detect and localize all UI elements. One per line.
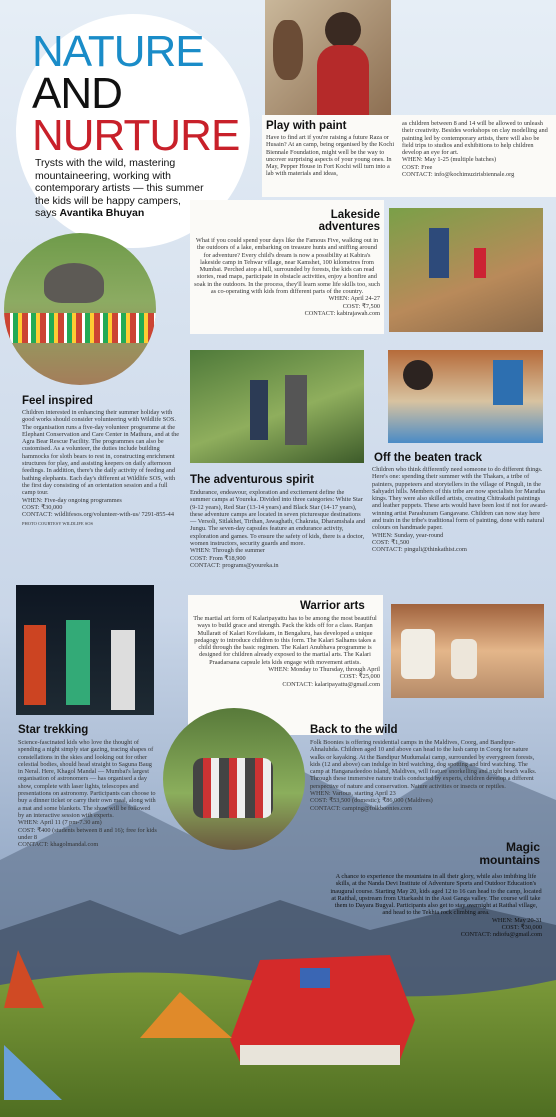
adventurous-block [190,489,366,569]
lakeside-cost: COST: ₹7,500 [342,302,380,310]
stargazing-photo [16,585,154,715]
offbeat-when: WHEN: Sunday, year-round [372,531,444,539]
title-nature: NATURE [32,27,204,76]
magic-text: A chance to experience the mountains in all their glory, while also imbibing life skills, at the Nanda Devi Institute of Adventure Sports and Outdoor Education's inaugural course. Starting May 20, kids aged 12 to 16 can head to the camp, located at Raithal, upstream from Uttarkashi in the Assi Ganga valley. The course will take them to Dayara Bugyal. Participants also get to stay overnight at Raithal village, and head to the Tekhia rock climbing area. [330,873,542,917]
adventurous-cost: COST: From ₹18,900 [190,554,246,562]
intro-author: Avantika Bhuyan [59,207,145,219]
feel-block [22,409,182,528]
magic-block [330,873,542,939]
magic-heading-2: mountains [479,853,540,867]
back-heading: Back to the wild [310,724,398,736]
play-cost: COST: Free [402,163,433,171]
adventurous-heading: The adventurous spirit [190,474,314,486]
adventurous-text: Endurance, endeavour, exploration and excitement define the summer camps at Youreka. Divided into three categories: White Star (9-12 years), Red Star (13-14 years) and Black Star (14-17 years), these adventure camps are located in seven picturesque destinations — Versoli, Sitlakhet, Tirthan, Jawaghath, Chakrata, Dharamshala and Jungu. The seven-day capsules feature an endurance activity, exploration and games. To ensure the safety of kids, there is a doctor, women instructors, security guards and more. [190,489,366,548]
back-when: WHEN: Various, starting April 23 [310,790,396,798]
blue-tent-shape [4,1040,64,1100]
left-tent-shape [4,950,44,1010]
climbing-photo [389,208,543,332]
lakeside-text: What if you could spend your days like the Famous Five, walking out in the outdoors of a lake, embarking on treasure hunts and sniffing around for adventure? Every child's dream is now a possibility at Kabira's lakeside camp in Tehwar village, near Kamshet, 100 kilometres from Mumbai. Perched atop a hill, surrounded by forests, the kids can read stories, read maps, participate in obstacle activities, enjoy a bonfire and soak in the outdoors. In the process, they'll learn some life skills too, such as co-operating with kids from different parts of the country. [194,237,380,296]
offbeat-cost: COST: ₹1,500 [372,538,410,546]
adventurous-when: WHEN: Through the summer [190,547,265,555]
tent-blue [4,1040,64,1100]
warrior-when: WHEN: Monday to Thursday, through April [268,666,380,674]
trekkers-photo [190,350,364,463]
lakeside-text-block [194,237,380,317]
back-block [310,739,540,812]
back-cost: COST: ₹53,500 (domestic); ₹86,000 (Maldives) [310,797,433,805]
painting-photo [388,350,543,443]
offbeat-block [372,466,548,554]
feel-when: WHEN: Five-day ongoing programmes [22,496,122,504]
magic-when: WHEN: May 20-31 [491,916,542,924]
intro-text [35,157,205,220]
offbeat-text: Children who think differently need someone to do different things. Here's one: spending their summer with the Thakars, a tribe of painters, puppeteers and storytellers in the village of Pinguli, in the Sahyadri hills. Members of this tribe are now specialists for Maratha kings. They were also skilled artists, creating Chitrakathi paintings and leather puppets. These arts would have been lost if not for award-winning artist Parashuram Gangavane. Children can now stay here and train in the tribe's traditional form of painting, done with natural colours on handmade paper. [372,466,548,532]
star-text: Science-fascinated kids who love the thought of spending a night simply star gazing, tracing shapes of constellations in the skies and looking out for other celestial bodies, should head straight to Saguna Baug in Neral. Here, Khagol Mandal — Mumbai's largest organisation of astronomers — has organised a day show, complete with laser lights, telescopes and presentations on astronomy. Participants can choose to buy a dinner ticket or carry their own meal, along with a mat and some blankets. The show will be followed by an interactive session with experts. [18,739,156,819]
star-block [18,739,158,848]
magic-contact: CONTACT: ndiofu@gmail.com [460,931,542,939]
star-cost: COST: ₹400 (students between 8 and 16); free for kids under 8 [18,826,157,841]
title-nurture: NURTURE [32,111,240,160]
warrior-block [190,615,380,688]
magic-heading-1: Magic [505,840,540,854]
play-contact: CONTACT: info@kochimuzirisbiennale.org [402,171,515,179]
intro-body: Trysts with the wild, mastering mountaineering, working with contemporary artists — this summer the kids will be happy campers, says [35,157,204,219]
warrior-cost: COST: ₹25,000 [339,673,380,681]
elephant-photo [4,233,156,385]
wildlife-walk-photo [163,708,305,850]
feel-credit: PHOTO COURTESY WILDLIFE SOS [22,521,94,527]
star-when: WHEN: April 11 (7 pm-7.30 am) [18,819,102,827]
lakeside-heading: Lakeside adventures [318,209,380,233]
play-col1-text: Have to find art if you're raising a future Raza or Husain? At an camp, being organised by the Kochi Biennale Foundation, might well be the way to uncover surprising aspects of your young ones. In May, Pepper House in Fort Kochi will turn into a lab with materials and ideas, [266,134,395,178]
feel-text: Children interested in enhancing their summer holiday with good works should consider volunteering with Wildlife SOS. The organisation runs a five-day volunteer programme at the Elephant Conservation and Care Center in Mathura, and at the Agra Bear Rescue Facility. The programmes can also be customised. As a volunteer, the duties include building hammocks for sloth bears to rest in, constructing enrichment structures for play, and assisting keepers on daily afternoon feedings. In addition, there's the daily activity of feeding and bathing elephants. Each day's different at Wildlife SOS, with the first day consisting of an orientation session and a full camp tour. [22,409,180,497]
lakeside-when: WHEN: April 24-27 [328,295,380,303]
artist-photo [265,0,391,115]
adventurous-contact: CONTACT: programs@youreka.in [190,561,279,569]
lakeside-contact: CONTACT: kabirajawah.com [304,309,380,317]
tent-left [4,950,44,1010]
magic-cost: COST: ₹30,000 [501,924,542,932]
warrior-heading: Warrior arts [300,600,365,612]
back-contact: CONTACT: camping@folkboonies.com [310,804,412,812]
play-col2 [402,120,552,178]
title-and: AND [32,69,122,118]
warrior-text: The martial art form of Kalaripayattu has to be among the most beautiful ways to build grace and strength. Pack the kids off for a class. Ranjan Mullaratt of Kalari Kovilakam, in Bengaluru, has developed a unique pedagogy to introduce children to this form. The Kalari Salhams takes a child through the basic regimen. The Kalari Anubhava programme is designed for children already exposed to the martial arts. The Kalari Praadarsana capsule lets kids engage with movement artists. [193,615,377,666]
red-tent-shape [220,950,420,1068]
warrior-contact: CONTACT: kalaripayattu@gmail.com [282,680,380,688]
play-when: WHEN: May 1-25 (multiple batches) [402,156,497,164]
feel-heading: Feel inspired [22,395,93,407]
kalari-photo [391,604,544,698]
tent-orange [140,990,235,1040]
offbeat-heading: Off the beaten track [374,452,482,464]
offbeat-contact: CONTACT: pinguli@thinkathist.com [372,546,467,554]
star-heading: Star trekking [18,724,89,736]
star-contact: CONTACT: khagolmandal.com [18,841,99,849]
play-heading: Play with paint [266,120,347,132]
orange-tent-shape [140,990,235,1040]
play-col2-text: as children between 8 and 14 will be allowed to unleash their creativity. Besides workshops on clay modelling and painting led by contemporary artists, there will also be field trips to studios and exhibitions to help children develop an eye for art. [402,120,548,157]
play-col1 [266,134,396,178]
tent-red [220,950,420,1068]
back-text: Folk Boonies is offering residential camps in the Maldives, Coorg, and Bandipur-Ahnaluhda. Children aged 10 and above can head to the lush camp in Coorg for nature walks or kayaking. At the Bandipur Mudumalai camp, surrounded by everygreen forests, kids (12 and above) can indulge in bird watching, dog spotting and bird watching. The camp at Hanganadeedoo island, Maldives, will feature snorkelling and night beach walks. Through these immersive nature trails conducted by experts, children develop a different perspective of nature and conservation. Nature activities or insects or reptiles. [310,739,537,790]
feel-cost: COST: ₹30,000 [22,503,63,511]
feel-contact: CONTACT: wildlifesos.org/volunteer-with-us/ 7291-855-44 [22,511,174,519]
